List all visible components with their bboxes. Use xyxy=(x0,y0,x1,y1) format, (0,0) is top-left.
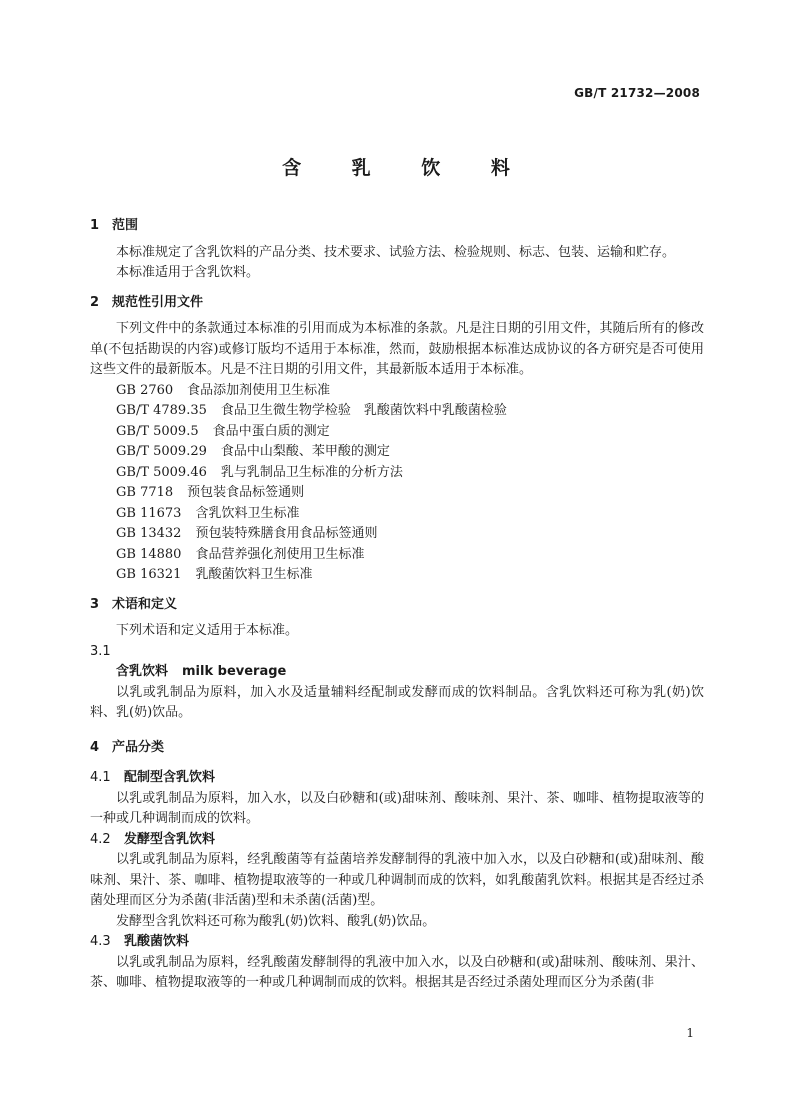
section-3-heading xyxy=(90,595,704,616)
reference-item xyxy=(116,422,704,443)
reference-item xyxy=(116,504,704,525)
section-title: 产品分类 xyxy=(112,739,165,755)
section-title: 范围 xyxy=(112,218,139,233)
subsection-title: 乳酸菌饮料 xyxy=(124,934,190,949)
reference-code: GB/T 5009.46 xyxy=(116,464,207,480)
paragraph: 以乳或乳制品为原料，经乳酸菌发酵制得的乳液中加入水，以及白砂糖和(或)甜味剂、酸味剂、果汁、茶、咖啡、植物提取液等的一种或几种调制而成的饮料。根据其是否经过杀菌处理而区分为杀菌(非 xyxy=(90,954,704,990)
subsection-title: 配制型含乳饮料 xyxy=(124,770,216,785)
subsection-title: 发酵型含乳饮料 xyxy=(124,831,216,847)
reference-item xyxy=(116,381,704,402)
section-title: 规范性引用文件 xyxy=(112,294,204,310)
reference-code: GB 7718 xyxy=(116,485,174,500)
subsection-3-1-number: 3.1 xyxy=(90,643,111,659)
reference-code: GB 11673 xyxy=(116,505,182,521)
reference-item xyxy=(116,442,704,463)
section-2-heading xyxy=(90,293,704,314)
reference-title: 乳酸菌饮料卫生标准 xyxy=(195,567,313,582)
reference-title: 食品营养强化剂使用卫生标准 xyxy=(195,546,365,562)
reference-title: 食品中蛋白质的测定 xyxy=(212,423,330,439)
term-entry xyxy=(116,662,704,683)
paragraph: 发酵型含乳饮料还可称为酸乳(奶)饮料、酸乳(奶)饮品。 xyxy=(116,913,436,929)
reference-list xyxy=(90,381,704,586)
reference-item xyxy=(116,524,704,545)
reference-title: 食品卫生微生物学检验 乳酸菌饮料中乳酸菌检验 xyxy=(220,403,507,418)
section-4-heading xyxy=(90,738,704,759)
reference-item xyxy=(116,401,704,422)
reference-code: GB/T 5009.29 xyxy=(116,444,207,459)
document-body xyxy=(90,216,704,994)
reference-item xyxy=(116,483,704,504)
reference-title: 食品中山梨酸、苯甲酸的测定 xyxy=(220,444,390,459)
section-title: 术语和定义 xyxy=(112,596,178,612)
reference-title: 预包装特殊膳食用食品标签通则 xyxy=(195,526,378,541)
reference-item xyxy=(116,545,704,566)
reference-code: GB 13432 xyxy=(116,526,182,541)
paragraph: 本标准适用于含乳饮料。 xyxy=(116,265,260,280)
reference-title: 乳与乳制品卫生标准的分析方法 xyxy=(220,464,403,480)
subsection-number: 4.1 xyxy=(90,770,111,785)
reference-title: 预包装食品标签通则 xyxy=(187,485,305,500)
reference-code: GB 14880 xyxy=(116,546,182,562)
paragraph: 以乳或乳制品为原料，经乳酸菌等有益菌培养发酵制得的乳液中加入水，以及白砂糖和(或)甜味剂、酸味剂、果汁、茶、咖啡、植物提取液等的一种或几种调制而成的饮料，如乳酸菌乳饮料。根据其是否经过杀菌处理而区分为杀菌(非活菌)型和未杀菌(活菌)型。 xyxy=(90,852,704,908)
reference-title: 食品添加剂使用卫生标准 xyxy=(187,382,331,398)
reference-code: GB 2760 xyxy=(116,382,174,398)
document-title: 含 乳 饮 料 xyxy=(282,157,532,179)
subsection-4-2-heading xyxy=(90,830,704,851)
section-number: 1 xyxy=(90,218,100,233)
subsection-4-3-heading xyxy=(90,932,704,953)
standard-code: GB/T 21732—2008 xyxy=(574,86,700,100)
reference-item xyxy=(116,565,704,586)
reference-item xyxy=(116,463,704,484)
section-number: 3 xyxy=(90,596,100,612)
term-chinese: 含乳饮料 xyxy=(116,664,169,679)
subsection-number: 4.3 xyxy=(90,934,111,949)
paragraph: 本标准规定了含乳饮料的产品分类、技术要求、试验方法、检验规则、标志、包装、运输和贮存。 xyxy=(116,244,676,260)
subsection-number: 4.2 xyxy=(90,831,111,847)
section-number: 4 xyxy=(90,739,100,755)
paragraph: 下列文件中的条款通过本标准的引用而成为本标准的条款。凡是注日期的引用文件，其随后所有的修改单(不包括勘误的内容)或修订版均不适用于本标准，然而，鼓励根据本标准达成协议的各方研究是否可使用这些文件的最新版本。凡是不注日期的引用文件，其最新版本适用于本标准。 xyxy=(90,321,704,377)
section-1-heading xyxy=(90,216,704,237)
reference-code: GB/T 4789.35 xyxy=(116,403,207,418)
page-number: 1 xyxy=(686,1026,694,1040)
paragraph: 以乳或乳制品为原料，加入水，以及白砂糖和(或)甜味剂、酸味剂、果汁、茶、咖啡、植物提取液等的一种或几种调制而成的饮料。 xyxy=(90,790,704,826)
subsection-4-1-heading xyxy=(90,768,704,789)
reference-code: GB 16321 xyxy=(116,567,182,582)
term-english: milk beverage xyxy=(182,664,287,679)
reference-code: GB/T 5009.5 xyxy=(116,423,199,439)
section-number: 2 xyxy=(90,294,100,310)
term-definition: 以乳或乳制品为原料，加入水及适量辅料经配制或发酵而成的饮料制品。含乳饮料还可称为乳(奶)饮料、乳(奶)饮品。 xyxy=(90,684,704,720)
paragraph: 下列术语和定义适用于本标准。 xyxy=(116,623,299,638)
reference-title: 含乳饮料卫生标准 xyxy=(195,505,300,521)
